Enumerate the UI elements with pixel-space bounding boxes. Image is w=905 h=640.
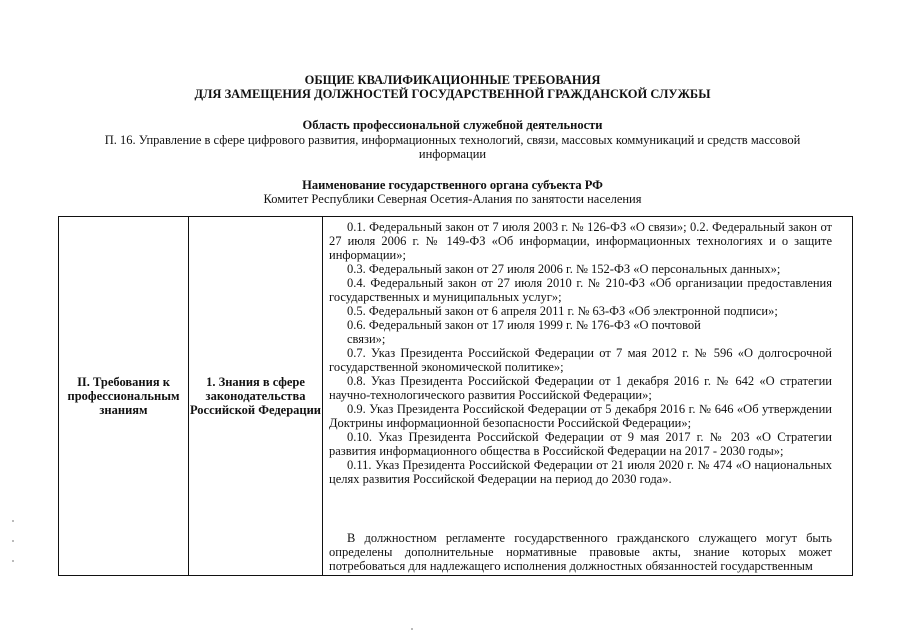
section-cell (59, 217, 189, 576)
scan-artifact (12, 520, 14, 522)
list-item: 0.4. Федеральный закон от 27 июля 2010 г. № 210-ФЗ «Об организации предоставления государственных и муниципальных услуг»; (329, 276, 832, 304)
subsection-title: 1. Знания в сфере законодательства Российской Федерации (189, 375, 322, 417)
regulation-note: В должностном регламенте государственного гражданского служащего могут быть определены дополнительные нормативные правовые акты, знание которых может потребоваться для надлежащего исполнения должностных обязанностей государственным (329, 531, 832, 573)
table-row (59, 217, 853, 576)
list-item: связи»; (347, 332, 386, 346)
activity-area-label: Область профессиональной служебной деятельности (302, 118, 603, 132)
list-item: 0.6. Федеральный закон от 17 июля 1999 г. № 176-ФЗ «О почтовой (347, 318, 701, 332)
organization-label: Наименование государственного органа субъекта РФ (302, 178, 603, 192)
organization-value: Комитет Республики Северная Осетия-Алания по занятости населения (263, 192, 642, 206)
subsection-cell (189, 217, 323, 576)
list-item: 0.11. Указ Президента Российской Федерации от 21 июля 2020 г. № 474 «О национальных целях развития Российской Федерации на период до 2030 года». (329, 458, 832, 486)
section-title: II. Требования к профессиональным знаниям (67, 375, 180, 417)
list-item: 0.10. Указ Президента Российской Федерации от 9 мая 2017 г. № 203 «О Стратегии развития информационного общества в Российской Федерации на 2017 - 2030 годы»; (329, 430, 832, 458)
scan-artifact (12, 540, 14, 542)
list-item: 0.7. Указ Президента Российской Федерации от 7 мая 2012 г. № 596 «О долгосрочной государственной экономической политике»; (329, 346, 832, 374)
list-item: 0.8. Указ Президента Российской Федерации от 1 декабря 2016 г. № 642 «О стратегии научно-технологического развития Российской Федерации»; (329, 374, 832, 402)
requirements-table (58, 216, 853, 576)
law-list (329, 220, 832, 486)
scan-artifact (411, 628, 413, 630)
content-cell (323, 217, 853, 576)
list-item: 0.9. Указ Президента Российской Федерации от 5 декабря 2016 г. № 646 «Об утверждении Доктрины информационной безопасности Российской Федерации»; (329, 402, 832, 430)
activity-area-value-line-1: П. 16. Управление в сфере цифрового развития, информационных технологий, связи, массовых коммуникаций и средств массовой (104, 133, 801, 147)
activity-area-value-line-2: информации (418, 147, 487, 161)
document-title-line-2: ДЛЯ ЗАМЕЩЕНИЯ ДОЛЖНОСТЕЙ ГОСУДАРСТВЕННОЙ ГРАЖДАНСКОЙ СЛУЖБЫ (194, 87, 711, 101)
document-title-line-1: ОБЩИЕ КВАЛИФИКАЦИОННЫЕ ТРЕБОВАНИЯ (304, 73, 601, 87)
list-item: 0.3. Федеральный закон от 27 июля 2006 г. № 152-ФЗ «О персональных данных»; (347, 262, 781, 276)
scan-artifact (12, 560, 14, 562)
list-item: 0.5. Федеральный закон от 6 апреля 2011 г. № 63-ФЗ «Об электронной подписи»; (347, 304, 778, 318)
list-item: 0.1. Федеральный закон от 7 июля 2003 г. № 126-ФЗ «О связи»; 0.2. Федеральный закон от 27 июля 2006 г. № 149-ФЗ «Об информации, информационных технологиях и о защите информации»; (329, 220, 832, 262)
